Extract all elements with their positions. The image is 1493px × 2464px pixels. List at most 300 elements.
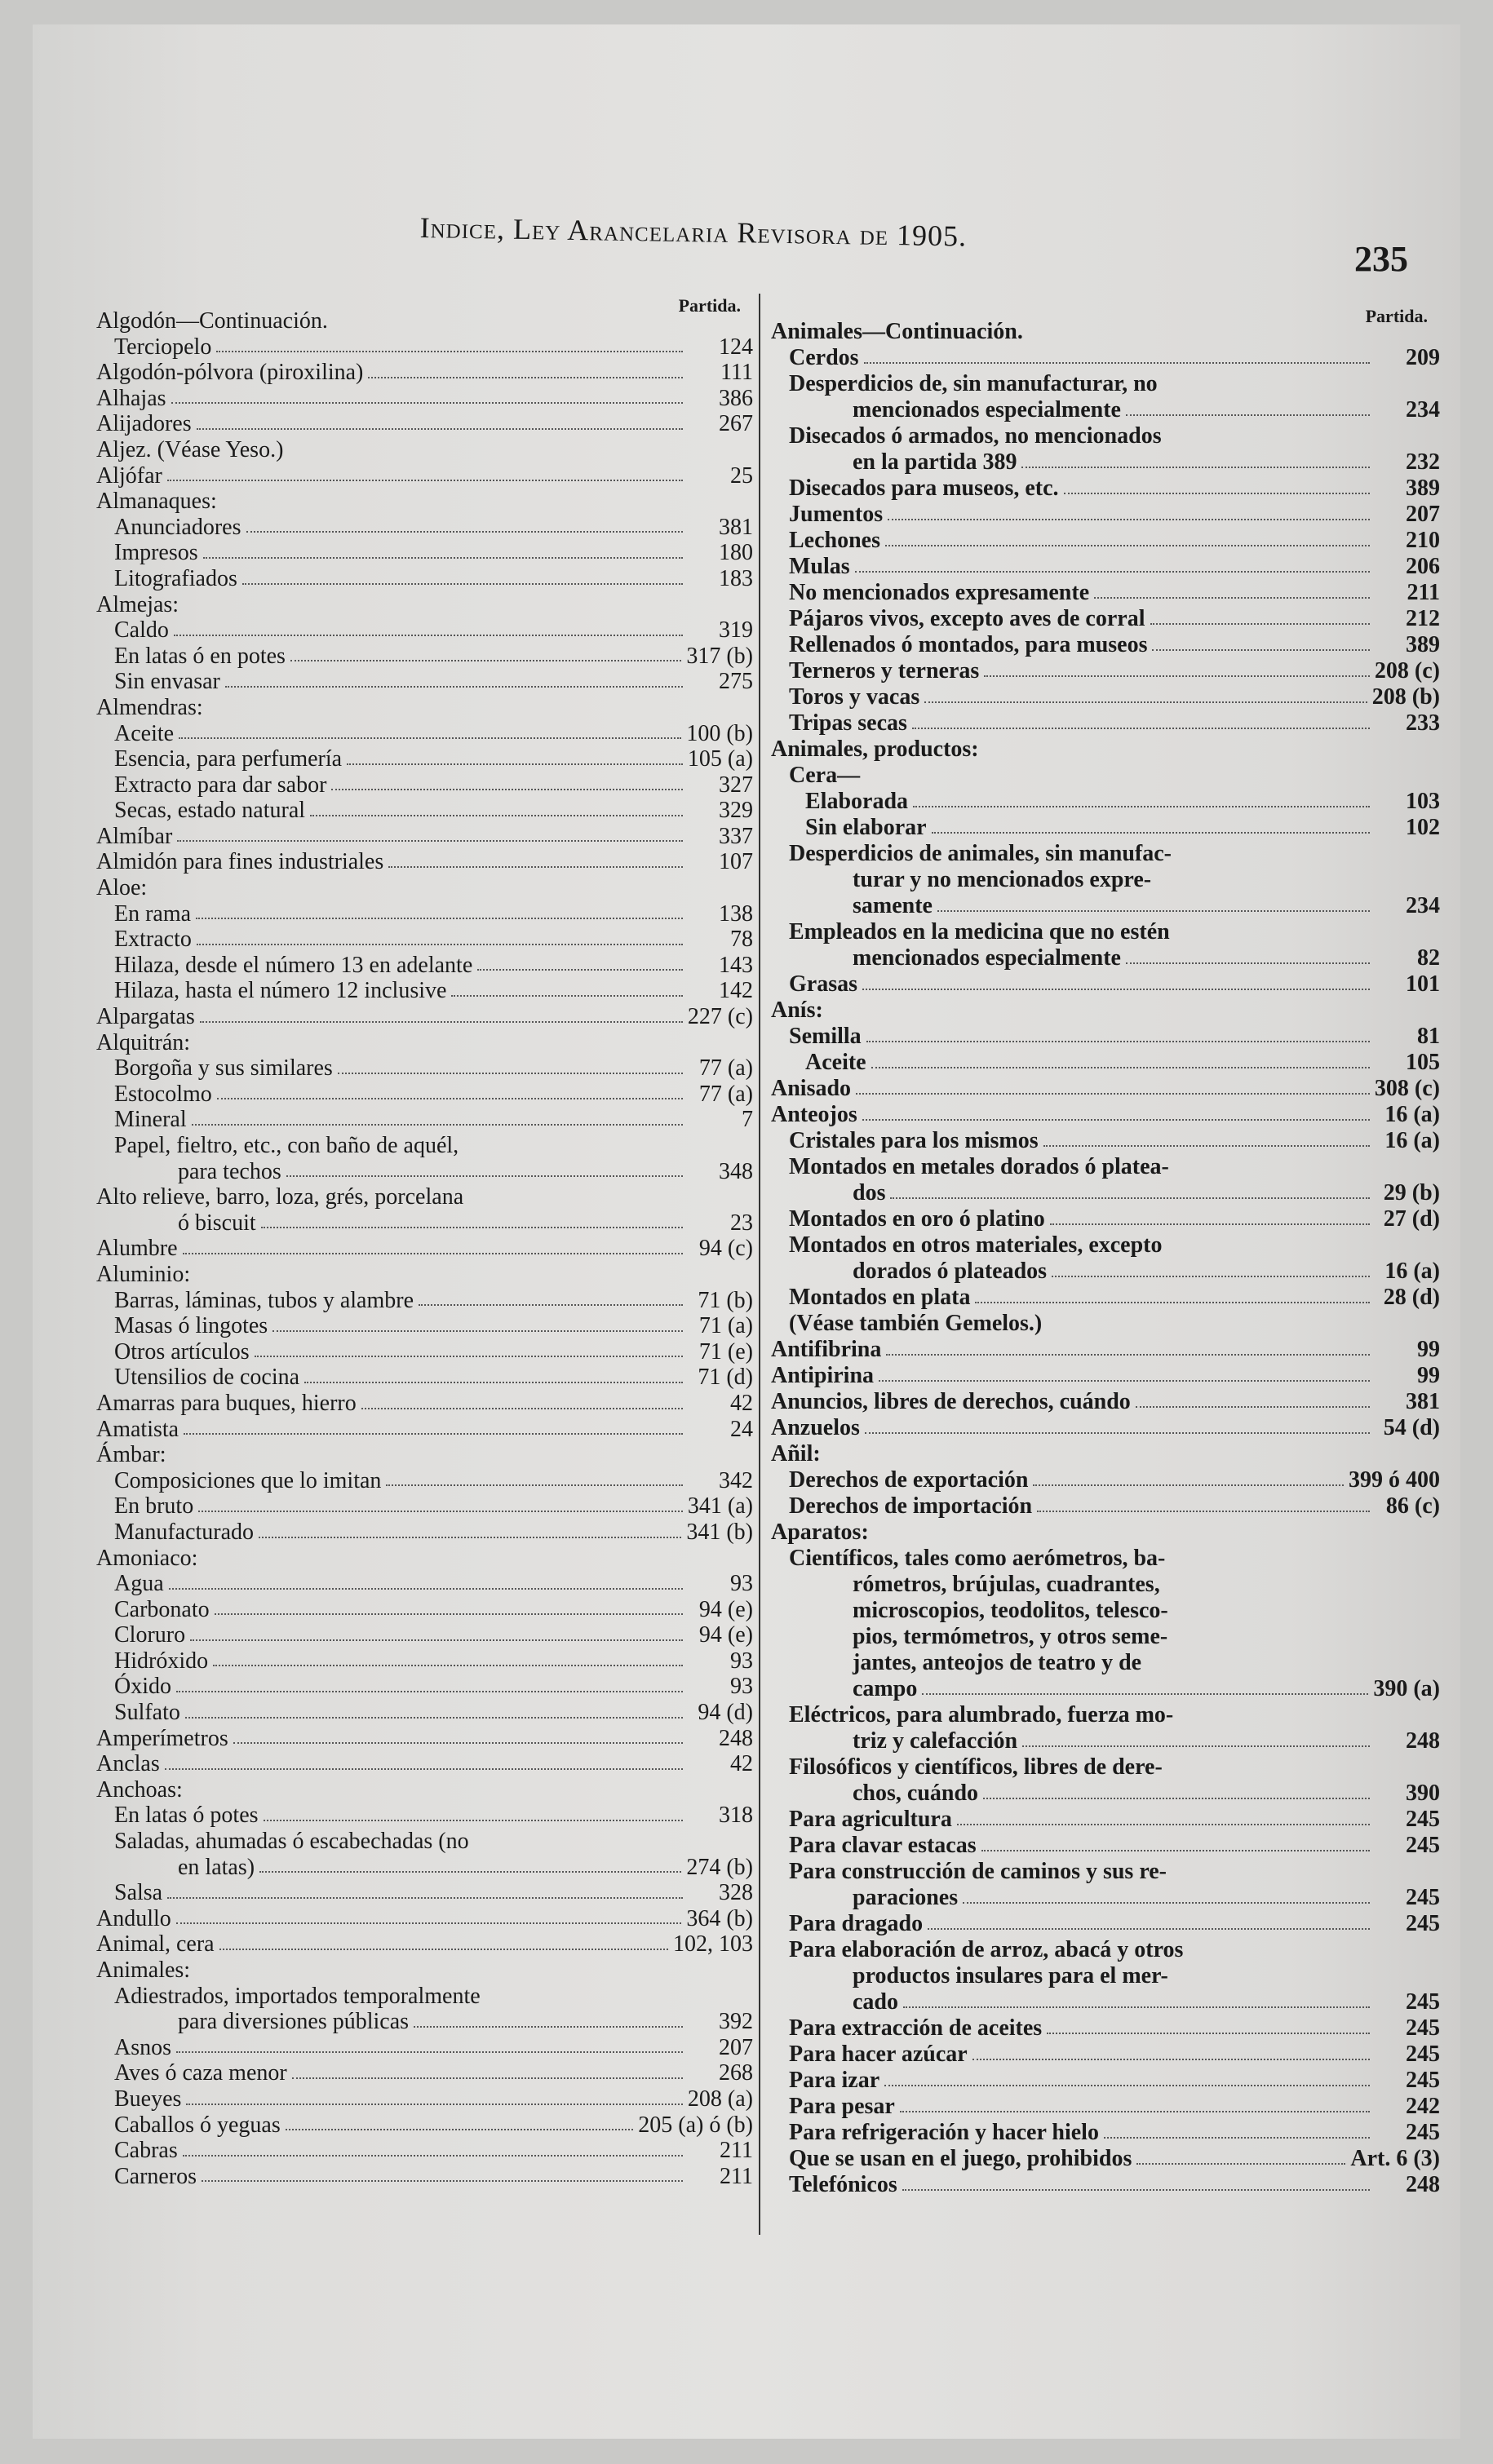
index-entry [96, 1571, 753, 1597]
entry-partida: 245 [1406, 1911, 1440, 1936]
index-entry [96, 1726, 753, 1752]
index-entry [771, 867, 1440, 893]
index-entry [771, 1781, 1440, 1807]
entry-term: Extracto [114, 927, 192, 953]
dot-leader [864, 362, 1370, 364]
entry-term: Anisado [771, 1076, 852, 1101]
index-entry [771, 606, 1440, 632]
entry-partida: 208 (b) [1371, 684, 1440, 710]
entry-partida: 390 [1406, 1781, 1440, 1806]
entry-partida: 274 (b) [686, 1854, 753, 1880]
index-entry [771, 1728, 1440, 1754]
dot-leader [203, 557, 683, 559]
dot-leader [1037, 1511, 1370, 1512]
entry-term: Para pesar [789, 2094, 895, 2119]
dot-leader [957, 1824, 1370, 1825]
entry-term: Científicos, tales como aerómetros, ba- [789, 1546, 1166, 1571]
index-entry [771, 1441, 1440, 1467]
index-entry [96, 386, 753, 412]
entry-term: Borgoña y sus similares [114, 1055, 333, 1082]
entry-term: productos insulares para el mer- [853, 1963, 1168, 1988]
index-entry [771, 998, 1440, 1024]
entry-term: Terciopelo [114, 334, 212, 360]
dot-leader [169, 1588, 683, 1590]
dot-leader [1021, 467, 1370, 468]
entry-partida: 245 [1406, 1807, 1440, 1832]
dot-leader [217, 1098, 683, 1099]
entry-term: Montados en otros materiales, excepto [789, 1232, 1163, 1258]
entry-term: Disecados para museos, etc. [789, 476, 1059, 501]
dot-leader [192, 1124, 683, 1126]
index-entry [771, 345, 1440, 371]
index-entry [96, 1546, 753, 1572]
entry-partida: 27 (d) [1383, 1206, 1440, 1232]
entry-partida: 341 (a) [687, 1493, 753, 1520]
index-entry [771, 1885, 1440, 1911]
index-entry [771, 1493, 1440, 1520]
entry-partida: 71 (b) [698, 1287, 753, 1313]
dot-leader [264, 1820, 683, 1821]
entry-partida: 54 (d) [1383, 1415, 1440, 1440]
index-entry [771, 1754, 1440, 1781]
dot-leader [186, 2103, 682, 2105]
index-entry [96, 978, 753, 1004]
dot-leader [176, 2051, 683, 2053]
entry-term: Extracto para dar sabor [114, 772, 327, 798]
dot-leader [246, 531, 683, 533]
entry-partida: 308 (c) [1374, 1076, 1440, 1101]
entry-partida: 71 (a) [698, 1313, 753, 1339]
entry-partida: 208 (c) [1374, 658, 1440, 683]
entry-partida: 327 [719, 772, 753, 798]
index-entry [96, 1262, 753, 1288]
index-entry [96, 1803, 753, 1829]
entry-term: Animales—Continuación. [771, 319, 1023, 344]
entry-term: Semilla [789, 1024, 862, 1049]
index-entry [96, 515, 753, 541]
entry-term: En latas ó potes [114, 1803, 259, 1829]
index-entry [96, 901, 753, 927]
dot-leader [1064, 493, 1370, 494]
entry-term: Animales: [96, 1957, 191, 1983]
entry-partida: 94 (c) [698, 1236, 753, 1262]
running-header: Indice, Ley Arancelaria Revisora de 1905. [419, 210, 968, 253]
dot-leader [865, 1432, 1370, 1434]
index-entry [96, 540, 753, 566]
entry-term: Almanaques: [96, 489, 217, 515]
entry-term: mencionados especialmente [853, 397, 1121, 422]
index-entry [771, 815, 1440, 841]
entry-term: rómetros, brújulas, cuadrantes, [853, 1572, 1160, 1597]
entry-term: Composiciones que lo imitan [114, 1467, 382, 1493]
entry-term: Antipirina [771, 1363, 875, 1388]
entry-term: Amatista [96, 1416, 179, 1442]
entry-partida: 227 (c) [687, 1004, 753, 1030]
index-entry [771, 1624, 1440, 1650]
entry-partida: 390 (a) [1373, 1676, 1440, 1701]
entry-partida: 245 [1406, 2042, 1440, 2067]
dot-leader [286, 1175, 683, 1177]
dot-leader [179, 737, 681, 739]
index-entry [771, 893, 1440, 919]
dot-leader [225, 686, 683, 688]
entry-partida: 138 [719, 900, 753, 927]
entry-term: pios, termómetros, y otros seme- [853, 1624, 1168, 1649]
dot-leader [902, 2189, 1370, 2191]
entry-term: ó biscuit [178, 1210, 256, 1236]
entry-partida: 210 [1406, 528, 1440, 553]
entry-term: Asnos [114, 2034, 172, 2060]
index-entry [771, 1702, 1440, 1728]
index-entry [96, 1984, 753, 2010]
entry-term: Carneros [114, 2163, 197, 2189]
index-entry [771, 1024, 1440, 1050]
index-entry [96, 566, 753, 592]
entry-term: Saladas, ahumadas ó escabechadas (no [114, 1829, 469, 1855]
index-entry [771, 2015, 1440, 2042]
dot-leader [259, 1537, 681, 1538]
entry-term: Anchoas: [96, 1776, 183, 1803]
entry-partida: 86 (c) [1385, 1493, 1440, 1519]
entry-partida: 111 [720, 360, 753, 386]
entry-term: Eléctricos, para alumbrado, fuerza mo- [789, 1702, 1174, 1727]
entry-partida: 337 [719, 823, 753, 849]
index-entry [96, 772, 753, 798]
dot-leader [216, 351, 683, 352]
index-entry [96, 721, 753, 747]
dot-leader [197, 428, 683, 430]
entry-term: Otros artículos [114, 1338, 250, 1365]
index-entry [771, 1232, 1440, 1259]
entry-partida: 7 [742, 1107, 753, 1133]
column-divider [759, 294, 760, 2235]
entry-partida: 341 (b) [686, 1519, 753, 1545]
index-entry [96, 1520, 753, 1546]
right-entry-list [771, 319, 1440, 2198]
index-entry [96, 1597, 753, 1623]
entry-partida: 93 [730, 1571, 753, 1597]
entry-term: microscopios, teodolitos, telesco- [853, 1598, 1168, 1623]
entry-term: En latas ó en potes [114, 643, 286, 669]
dot-leader [414, 2026, 683, 2028]
index-entry [771, 554, 1440, 580]
entry-term: Aluminio: [96, 1261, 191, 1287]
entry-partida: 100 (b) [686, 720, 753, 746]
dot-leader [862, 989, 1370, 990]
entry-term: (Véase también Gemelos.) [789, 1311, 1043, 1336]
dot-leader [165, 1768, 683, 1770]
dot-leader [200, 1021, 683, 1023]
entry-term: Hilaza, desde el número 13 en adelante [114, 952, 473, 978]
entry-term: Para clavar estacas [789, 1833, 977, 1858]
index-entry [96, 1468, 753, 1494]
entry-term: Animal, cera [96, 1931, 215, 1957]
dot-leader [331, 789, 683, 790]
dot-leader [963, 1902, 1370, 1904]
index-entry [96, 1880, 753, 1906]
dot-leader [190, 1639, 683, 1641]
entry-term: Empleados en la medicina que no estén [789, 919, 1170, 944]
entry-term: Aceite [114, 720, 175, 746]
index-entry [771, 1911, 1440, 1937]
dot-leader [233, 1742, 683, 1744]
dot-leader [984, 675, 1370, 677]
index-entry [96, 2009, 753, 2035]
index-entry [96, 617, 753, 644]
entry-partida: 329 [719, 798, 753, 824]
index-entry [96, 437, 753, 463]
entry-term: Ámbar: [96, 1442, 166, 1468]
dot-leader [1047, 2033, 1370, 2034]
dot-leader [1136, 1406, 1370, 1408]
dot-leader [290, 660, 681, 661]
entry-term: Para refrigeración y hacer hielo [789, 2120, 1099, 2145]
entry-term: Montados en oro ó platino [789, 1206, 1045, 1232]
right-index-column [771, 306, 1440, 2198]
entry-term: Alpargatas [96, 1004, 195, 1030]
entry-term: Secas, estado natural [114, 798, 306, 824]
dot-leader [242, 583, 683, 585]
entry-term: Aljez. (Véase Yeso.) [96, 436, 284, 462]
index-entry [96, 1184, 753, 1210]
entry-term: Cloruro [114, 1622, 186, 1648]
dot-leader [255, 1356, 683, 1357]
entry-term: Mineral [114, 1107, 187, 1133]
entry-partida: 209 [1406, 345, 1440, 370]
index-entry [96, 1030, 753, 1056]
entry-term: Rellenados ó montados, para museos [789, 632, 1148, 657]
index-entry [771, 1128, 1440, 1154]
entry-term: Grasas [789, 971, 857, 997]
index-entry [96, 1777, 753, 1803]
index-entry [96, 1107, 753, 1133]
index-entry [771, 1259, 1440, 1285]
dot-leader [879, 1380, 1370, 1382]
entry-term: Aves ó caza menor [114, 2060, 287, 2086]
entry-partida: 16 (a) [1384, 1128, 1440, 1153]
dot-leader [1150, 623, 1371, 625]
dot-leader [862, 1119, 1370, 1121]
index-entry [771, 1363, 1440, 1389]
entry-partida: 107 [719, 849, 753, 875]
entry-term: Para hacer azúcar [789, 2042, 968, 2067]
entry-partida: 81 [1417, 1024, 1440, 1049]
dot-leader [912, 728, 1370, 729]
dot-leader [167, 480, 683, 481]
entry-partida: 248 [719, 1725, 753, 1751]
index-entry [771, 449, 1440, 476]
entry-term: En bruto [114, 1493, 194, 1520]
entry-partida: 93 [730, 1674, 753, 1700]
index-entry [771, 580, 1440, 606]
entry-partida: 211 [720, 2138, 753, 2164]
dot-leader [866, 1041, 1370, 1042]
entry-term: Anclas [96, 1751, 160, 1777]
index-entry [771, 1833, 1440, 1859]
index-entry [96, 489, 753, 515]
index-entry [96, 1159, 753, 1185]
entry-term: Anís: [771, 998, 823, 1023]
dot-leader [886, 1354, 1370, 1356]
entry-partida: 319 [719, 617, 753, 644]
entry-term: Caldo [114, 617, 169, 644]
index-entry [96, 1055, 753, 1082]
index-entry [96, 1288, 753, 1314]
index-entry [771, 658, 1440, 684]
dot-leader [183, 2155, 683, 2157]
index-entry [771, 2146, 1440, 2172]
index-entry [96, 1648, 753, 1674]
entry-partida: 245 [1406, 1885, 1440, 1910]
entry-term: Sulfato [114, 1700, 180, 1726]
index-entry [771, 1154, 1440, 1180]
index-entry [96, 1365, 753, 1391]
dot-leader [1094, 597, 1370, 599]
index-entry [771, 1389, 1440, 1415]
entry-partida: 275 [719, 669, 753, 695]
dot-leader [900, 2111, 1370, 2112]
entry-term: Manufacturado [114, 1519, 255, 1545]
index-entry [96, 849, 753, 875]
index-entry [771, 710, 1440, 737]
entry-partida: 211 [1407, 580, 1440, 605]
entry-term: Desperdicios de, sin manufacturar, no [789, 371, 1158, 396]
dot-leader [261, 1227, 683, 1228]
index-entry [771, 2042, 1440, 2068]
index-entry [771, 371, 1440, 397]
index-entry [771, 1807, 1440, 1833]
entry-term: Derechos de importación [789, 1493, 1033, 1519]
entry-term: Amperímetros [96, 1725, 228, 1751]
entry-term: Amoniaco: [96, 1545, 198, 1571]
entry-partida: 102, 103 [673, 1931, 753, 1957]
index-entry [96, 1855, 753, 1881]
entry-partida: 381 [1406, 1389, 1440, 1414]
index-entry [96, 1931, 753, 1957]
entry-partida: 102 [1406, 815, 1440, 840]
entry-partida: 71 (d) [698, 1365, 753, 1391]
entry-term: Para extracción de aceites [789, 2015, 1043, 2041]
dot-leader [1033, 1484, 1344, 1486]
entry-term: Desperdicios de animales, sin manufac- [789, 841, 1172, 866]
index-entry [96, 798, 753, 824]
entry-term: Para elaboración de arroz, abacá y otros [789, 1937, 1184, 1962]
dot-leader [928, 1928, 1370, 1930]
entry-term: Caballos ó yeguas [114, 2112, 281, 2138]
index-entry [771, 397, 1440, 423]
index-entry [96, 1906, 753, 1932]
entry-term: Amarras para buques, hierro [96, 1390, 357, 1416]
index-entry [771, 2068, 1440, 2094]
index-entry [96, 1829, 753, 1855]
index-entry [771, 684, 1440, 710]
dot-leader [198, 1511, 683, 1512]
entry-partida: 245 [1406, 2015, 1440, 2041]
entry-term: Cera— [789, 763, 861, 788]
index-entry [96, 1313, 753, 1339]
index-entry [96, 953, 753, 979]
left-column-heading: Partida. [678, 295, 741, 316]
index-entry [96, 334, 753, 361]
entry-term: Adiestrados, importados temporalmente [114, 1983, 481, 2009]
index-entry [771, 919, 1440, 945]
dot-leader [215, 1613, 683, 1615]
entry-term: Aceite [805, 1050, 866, 1075]
entry-term: Litografiados [114, 565, 237, 591]
entry-term: Estocolmo [114, 1081, 212, 1107]
index-entry [771, 1076, 1440, 1102]
entry-term: Para agricultura [789, 1807, 952, 1832]
entry-partida: 207 [1406, 502, 1440, 527]
index-entry [96, 875, 753, 901]
dot-leader [855, 571, 1370, 573]
entry-term: cado [853, 1989, 898, 2015]
dot-leader [972, 2059, 1370, 2060]
index-entry [771, 1206, 1440, 1232]
dot-leader [361, 1408, 683, 1409]
entry-term: Para construcción de caminos y sus re- [789, 1859, 1167, 1884]
entry-term: Almíbar [96, 823, 173, 849]
entry-term: Salsa [114, 1880, 163, 1906]
dot-leader [213, 1665, 683, 1666]
index-entry [96, 1674, 753, 1700]
entry-partida: 234 [1406, 893, 1440, 918]
entry-term: Alquitrán: [96, 1029, 191, 1055]
dot-leader [176, 1691, 683, 1692]
entry-term: Andullo [96, 1905, 171, 1931]
index-entry [96, 463, 753, 489]
index-entry [771, 841, 1440, 867]
entry-partida: 16 (a) [1384, 1102, 1440, 1127]
entry-term: Sin envasar [114, 669, 220, 695]
index-entry [771, 789, 1440, 815]
dot-leader [259, 1871, 681, 1873]
index-entry [771, 1180, 1440, 1206]
entry-partida: Art. 6 (3) [1350, 2146, 1440, 2171]
dot-leader [176, 1922, 682, 1924]
entry-partida: 233 [1406, 710, 1440, 736]
entry-term: samente [853, 893, 933, 918]
entry-term: Lechones [789, 528, 880, 553]
entry-term: Derechos de exportación [789, 1467, 1029, 1493]
dot-leader [338, 1073, 683, 1074]
entry-term: Filosóficos y científicos, libres de dere- [789, 1754, 1163, 1780]
entry-term: Papel, fieltro, etc., con baño de aquél, [114, 1133, 459, 1158]
dot-leader [167, 1897, 683, 1899]
entry-term: Que se usan en el juego, prohibidos [789, 2146, 1132, 2171]
entry-term: Hidróxido [114, 1648, 209, 1674]
entry-partida: 386 [719, 385, 753, 411]
entry-term: Sin elaborar [805, 815, 927, 840]
left-index-column [96, 295, 753, 2189]
entry-partida: 389 [1406, 632, 1440, 657]
entry-term: Antifibrina [771, 1337, 882, 1362]
entry-term: Terneros y terneras [789, 658, 980, 683]
entry-term: Almidón para fines industriales [96, 849, 384, 875]
index-entry [96, 1622, 753, 1648]
entry-term: Pájaros vivos, excepto aves de corral [789, 606, 1145, 631]
dot-leader [1043, 1145, 1370, 1147]
entry-term: jantes, anteojos de teatro y de [853, 1650, 1142, 1675]
index-entry [771, 945, 1440, 971]
entry-partida: 245 [1406, 2068, 1440, 2093]
dot-leader [386, 1484, 683, 1486]
entry-partida: 82 [1417, 945, 1440, 971]
entry-term: Algodón—Continuación. [96, 308, 328, 334]
entry-partida: 71 (e) [698, 1338, 753, 1365]
dot-leader [388, 866, 683, 868]
dot-leader [347, 763, 683, 765]
